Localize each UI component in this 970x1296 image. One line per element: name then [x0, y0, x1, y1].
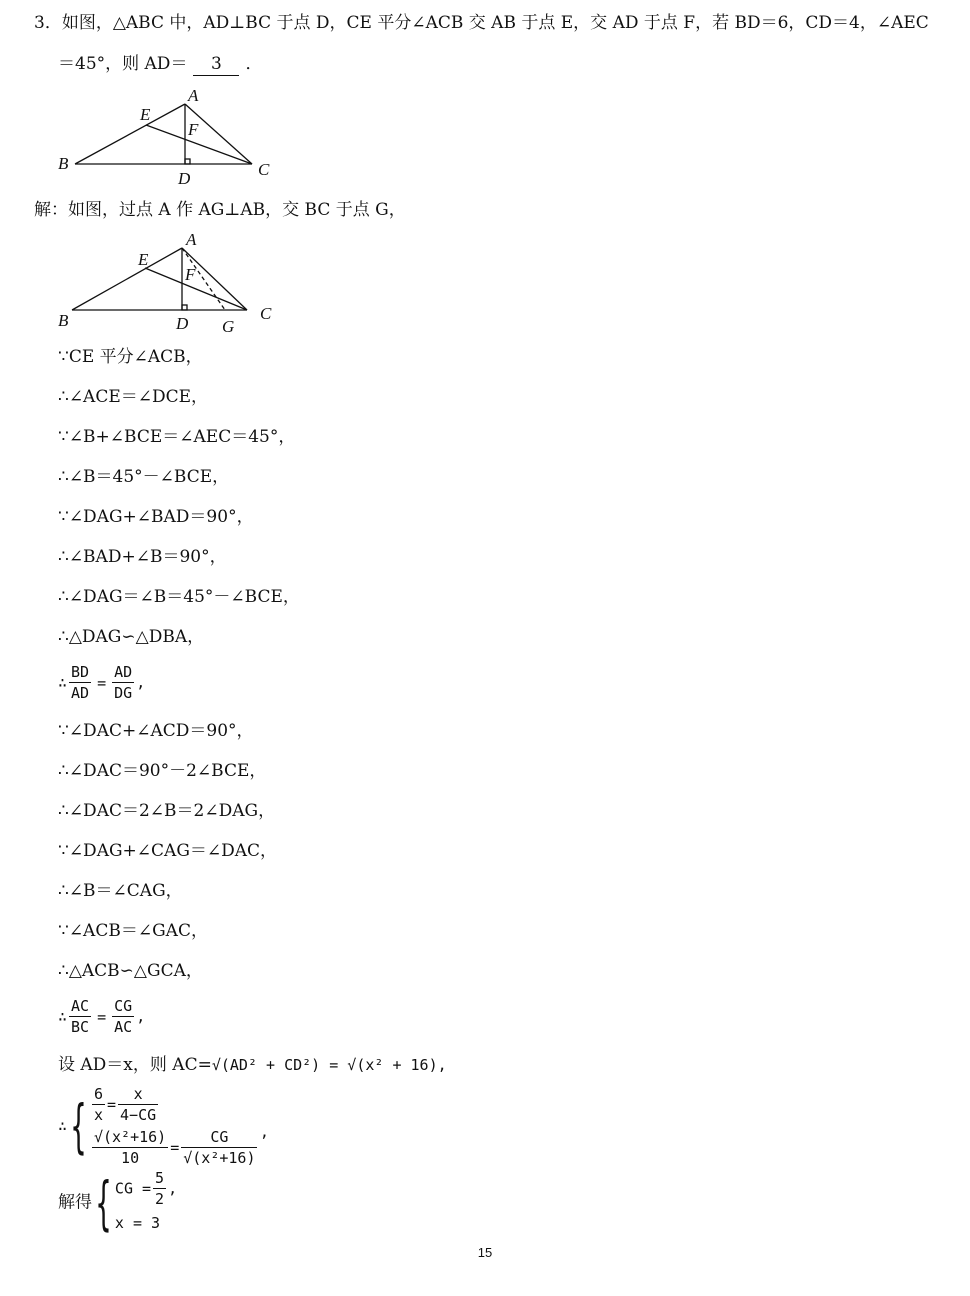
solve-r1-d: 2 [155, 1190, 165, 1208]
ratio-2-end: , [136, 1007, 146, 1026]
ratio-2-n2: CG [114, 997, 133, 1015]
system-r1-eq: = [106, 1095, 117, 1114]
label-e: E [140, 105, 151, 124]
step-1: ∵CE 平分∠ACB， [58, 347, 203, 367]
set-line-prefix: 设 AD＝x，则 AC= [58, 1055, 212, 1075]
label-e-2: E [138, 250, 149, 269]
ratio-1-left-fraction [69, 662, 91, 703]
ratio-2-d1: BC [71, 1018, 90, 1036]
ratio-2 [58, 996, 145, 1037]
page-number: 15 [477, 1245, 493, 1260]
solve-rows [115, 1168, 177, 1237]
ratio-1-therefore: ∴ [58, 673, 68, 692]
system-r1-left [92, 1084, 105, 1125]
step-10: ∴∠DAC＝90°－2∠BCE， [58, 761, 267, 781]
figure-2 [50, 226, 290, 338]
system-r1-n2: x [118, 1084, 158, 1105]
solve-r1-end: , [168, 1179, 178, 1198]
label-c-2: C [260, 304, 272, 323]
label-b-2: B [58, 311, 69, 330]
ratio-2-right-fraction [112, 996, 134, 1037]
step-4: ∴∠B＝45°－∠BCE， [58, 467, 230, 487]
equation-system [58, 1084, 269, 1168]
system-row-1 [90, 1084, 269, 1125]
solve-r1-fraction [153, 1168, 166, 1209]
ratio-1 [58, 662, 145, 703]
label-c: C [258, 160, 270, 179]
problem-line-2-suffix: ． [245, 54, 263, 74]
step-5: ∵∠DAG+∠BAD＝90°， [58, 507, 254, 527]
figure-1 [50, 82, 290, 192]
ratio-2-therefore: ∴ [58, 1007, 68, 1026]
system-r1-d1: x [93, 1106, 103, 1124]
system-r1-d2: 4−CG [120, 1106, 157, 1124]
ratio-1-right-fraction [112, 662, 134, 703]
problem-line-2-prefix: ＝45°，则 AD＝ [58, 54, 188, 74]
answer-blank: 3 [193, 53, 239, 76]
solution-intro: 解：如图，过点 A 作 AG⊥AB，交 BC 于点 G， [34, 200, 406, 220]
label-d: D [178, 169, 191, 188]
problem-line-1: 3．如图，△ABC 中，AD⊥BC 于点 D，CE 平分∠ACB 交 AB 于点 E，交 AD 于点 F，若 BD＝6，CD＝4，∠AEC [34, 13, 929, 33]
ratio-1-n1: BD [71, 663, 90, 681]
system-r2-n1: √(x²+16) [93, 1128, 167, 1146]
label-b: B [58, 154, 69, 173]
solve-r1-n: 5 [155, 1169, 165, 1187]
ratio-2-n1: AC [71, 997, 90, 1015]
solve-brace: { [95, 1168, 112, 1237]
solve-row-2: x = 3 [114, 1214, 161, 1232]
segment-ce-2 [145, 268, 247, 310]
system-r2-right [181, 1127, 257, 1168]
label-a-2: A [186, 230, 197, 249]
right-angle-mark [185, 159, 190, 164]
set-line-expr: √(AD² + CD²) = √(x² + 16), [211, 1056, 447, 1074]
solve-row-1 [115, 1168, 177, 1209]
step-13: ∴∠B＝∠CAG， [58, 881, 183, 901]
ratio-2-left-fraction [69, 996, 91, 1037]
system-brace: { [70, 1092, 87, 1160]
step-8: ∴△DAG∽△DBA， [58, 627, 205, 647]
solve-r1-left: CG = [114, 1179, 152, 1198]
ratio-1-d2: DG [114, 684, 133, 702]
set-line [58, 1054, 447, 1076]
step-12: ∵∠DAG+∠CAG＝∠DAC， [58, 841, 278, 861]
ratio-2-eq: = [97, 1007, 107, 1026]
label-g-2: G [222, 317, 235, 336]
system-r2-left [92, 1127, 168, 1168]
label-d-2: D [176, 314, 189, 333]
ratio-1-eq: = [97, 673, 107, 692]
ratio-1-end: , [136, 673, 146, 692]
segment-ce [146, 125, 252, 164]
label-a: A [188, 86, 199, 105]
segment-ba-2 [72, 248, 182, 310]
system-therefore: ∴ [58, 1117, 68, 1135]
step-2: ∴∠ACE＝∠DCE， [58, 387, 209, 407]
segment-ba [75, 104, 185, 164]
system-r2-d2: √(x²+16) [183, 1149, 256, 1167]
step-11: ∴∠DAC＝2∠B＝2∠DAG， [58, 801, 276, 821]
step-7: ∴∠DAG＝∠B＝45°－∠BCE， [58, 587, 300, 607]
system-r2-n2: CG [181, 1127, 257, 1148]
system-row-2 [90, 1127, 269, 1168]
system-r1-right [118, 1084, 158, 1125]
system-r2-d1: 10 [121, 1149, 140, 1167]
system-end: ’ [259, 1132, 269, 1150]
system-rows [90, 1084, 269, 1168]
label-f-2: F [185, 265, 196, 284]
ratio-1-n2: AD [114, 663, 133, 681]
ratio-1-d1: AD [71, 684, 90, 702]
system-r1-n1: 6 [93, 1085, 103, 1103]
problem-line-2 [58, 53, 262, 76]
step-3: ∵∠B+∠BCE＝∠AEC＝45°， [58, 427, 296, 447]
right-angle-mark-2 [182, 305, 187, 310]
solve-block [58, 1168, 177, 1237]
step-15: ∴△ACB∽△GCA， [58, 961, 203, 981]
label-f: F [188, 120, 199, 139]
step-14: ∵∠ACB＝∠GAC， [58, 921, 208, 941]
ratio-2-d2: AC [114, 1018, 133, 1036]
solve-prefix: 解得 [58, 1192, 92, 1213]
system-r2-eq: = [170, 1138, 180, 1157]
step-6: ∴∠BAD+∠B＝90°， [58, 547, 227, 567]
step-9: ∵∠DAC+∠ACD＝90°， [58, 721, 254, 741]
